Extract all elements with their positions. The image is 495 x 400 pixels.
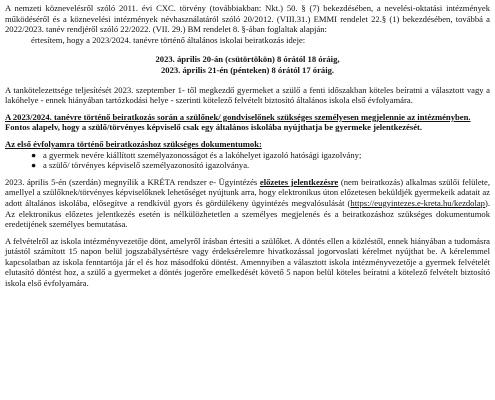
pre-registration-highlight: előzetes jelentkezésre <box>259 176 339 187</box>
list-item: ● a gyermek nevére kiállított személyazonosságot és a lakóhelyet igazoló hatósági igazolvány; <box>31 149 362 160</box>
enrollment-date-1: 2023. április 20-án (csütörtökön) 8 órától 18 óráig, <box>155 54 340 65</box>
documents-list <box>5 150 490 171</box>
enrollment-date-2: 2023. április 21-én (pénteken) 8 órától 17 óráig. <box>160 64 335 75</box>
intro-legal-basis: A nemzeti köznevelésről szóló 2011. évi CXC. törvény (továbbiakban: Nkt.) 50. § (7) bekezdésében, a nevelési-oktatási intézmények működéséről és a köznevelési intézmények névhasználatáról szóló 20/2012. (VIII.31.) EMMI rendelet 22.§ (1) bekezdésében, továbbá a 2022/2023. tanév rendjéről szóló 22/2022. (VII. 29.) BM rendelet 8. §-ában foglaltak alapján: <box>5 3 490 35</box>
list-item: ● a szülő/ törvényes képviselő személyazonosító igazolványa. <box>31 160 250 171</box>
personal-attendance-warning: A 2023/2024. tanévre történő beiratkozás során a szülőnek/ gondviselőnek szükséges személyesen megjelennie az intézményben. <box>5 111 471 122</box>
bullet-icon: ● <box>31 149 37 160</box>
kreta-link[interactable]: https://eugyintezes.e-kreta.hu/kezdolap <box>350 197 485 208</box>
kreta-paragraph: 2023. április 5-én (szerdán) megnyílik a KRÉTA rendszer e- Ügyintézés előzetes jelentkezésre (nem beiratkozás) alkalmas szülői felülete, amellyel a szülőknek/törvényes képviselőknek lehetőséget nyújtunk arra, hogy elektronikus úton előzetesen beküldjék gyermekeik adatait az adott általános iskolába, elősegítve a rendkívül gyors és gördülékeny ügyintézés megvalósulását (https://eugyintezes.e-kreta.hu/kezdolap). Az elektronikus előzetes jelentkezés esetén is nélkülözhetetlen a személyes megjelenés és a beiratkozáshoz szükséges dokumentumok eredetijének személyes bemutatása. <box>5 176 490 230</box>
obligation-paragraph: A tankötelezettsége teljesítését 2023. szeptember 1- től megkezdő gyermeket a szülő a fenti időszakban köteles beíratni a választott vagy a lakóhelye - ennek hiányában tartózkodási helye - szerinti kötelező felvételt biztosító általános iskola első évfolyamára. <box>5 84 490 106</box>
documents-heading: Az első évfolyamra történő beiratkozáshoz szükséges dokumentumok: <box>5 138 262 149</box>
single-school-rule: Fontos alapelv, hogy a szülő/törvényes képviselő csak egy általános iskolába nyújthatja be gyermeke jelentkezését. <box>5 122 423 133</box>
bullet-icon: ● <box>31 160 37 171</box>
decision-paragraph: A felvételről az iskola intézményvezetője dönt, amelyről írásban értesíti a szülőket. A döntés ellen a közléstől, ennek hiányában a tudomásra jutástól számított 15 napon belül jogszabálysértésre vagy érdeksérelemre hivatkozással jogorvoslati kérelmet nyújthat be. A kérelemmel kapcsolatban az iskola fenntartója jár el és hoz másodfokú döntést. Amennyiben a választott iskola intézményvezetője a gyermek felvételét elutasító döntést hoz, a szülő a gyermeket a döntés jogerőre emelkedését követő 5 napon belül köteles beíratni a kötelező felvételt biztosító iskola első évfolyamára. <box>5 235 490 289</box>
intro-notice: értesítem, hogy a 2023/2024. tanévre történő általános iskolai beiratkozás ideje: <box>31 34 306 45</box>
